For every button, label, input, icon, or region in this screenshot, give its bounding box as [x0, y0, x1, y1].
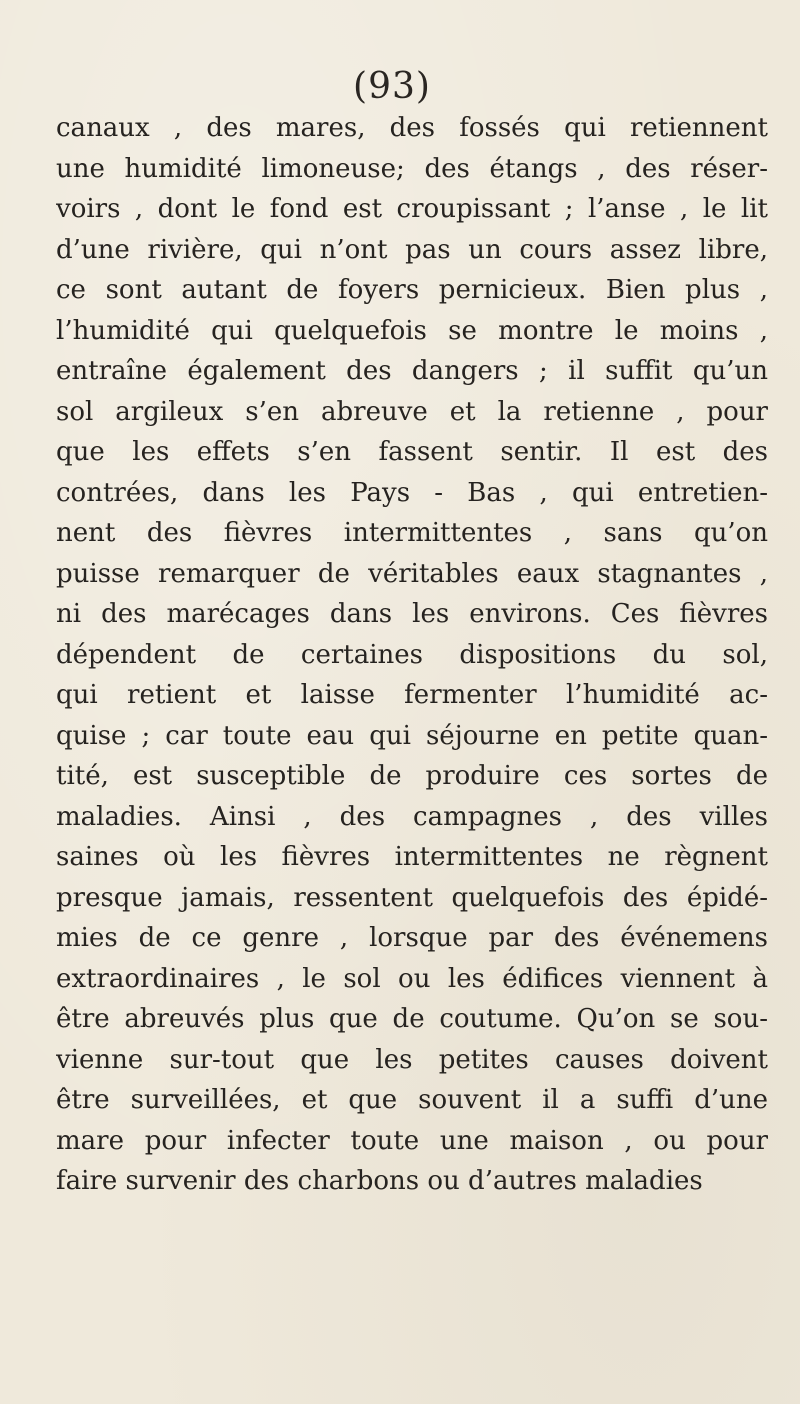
page-number: (93)	[353, 66, 431, 107]
text-line-13: ni des marécages dans les environs. Ces fièvres	[56, 599, 768, 629]
text-line-1: canaux , des mares, des fossés qui retiennent	[56, 113, 768, 143]
text-line-27: faire survenir des charbons ou d’autres maladies	[56, 1166, 703, 1196]
text-line-11: nent des fièvres intermittentes , sans qu’on	[56, 518, 768, 548]
text-line-5: ce sont autant de foyers pernicieux. Bien plus ,	[56, 275, 768, 305]
text-line-4: d’une rivière, qui n’ont pas un cours assez libre,	[56, 234, 768, 265]
text-line-22: extraordinaires , le sol ou les édifices viennent à	[56, 963, 768, 994]
text-line-19: saines où les fièvres intermittentes ne règnent	[56, 842, 768, 872]
text-line-21: mies de ce genre , lorsque par des événemens	[56, 923, 768, 953]
text-line-16: quise ; car toute eau qui séjourne en petite quan-	[56, 720, 768, 751]
text-line-25: être surveillées, et que souvent il a suffi d’une	[56, 1085, 768, 1115]
text-line-17: tité, est susceptible de produire ces sortes de	[56, 761, 768, 791]
text-line-24: vienne sur-tout que les petites causes doivent	[56, 1044, 768, 1075]
text-line-7: entraîne également des dangers ; il suffit qu’un	[56, 356, 768, 386]
text-line-2: une humidité limoneuse; des étangs , des réser-	[56, 153, 768, 184]
text-line-6: l’humidité qui quelquefois se montre le moins ,	[56, 315, 768, 346]
text-line-8: sol argileux s’en abreuve et la retienne , pour	[56, 396, 768, 427]
text-line-15: qui retient et laisse fermenter l’humidité ac-	[56, 680, 768, 710]
text-line-12: puisse remarquer de véritables eaux stagnantes ,	[56, 558, 768, 589]
text-line-18: maladies. Ainsi , des campagnes , des villes	[56, 801, 768, 832]
text-line-10: contrées, dans les Pays - Bas , qui entretien-	[56, 477, 768, 508]
body-text	[56, 108, 768, 1202]
text-line-9: que les effets s’en fassent sentir. Il est des	[56, 437, 768, 467]
text-line-3: voirs , dont le fond est croupissant ; l’anse , le lit	[56, 194, 768, 224]
text-line-20: presque jamais, ressentent quelquefois des épidé-	[56, 882, 768, 913]
text-line-14: dépendent de certaines dispositions du sol,	[56, 639, 768, 670]
text-line-23: être abreuvés plus que de coutume. Qu’on se sou-	[56, 1004, 768, 1034]
text-line-26: mare pour infecter toute une maison , ou pour	[56, 1125, 768, 1156]
